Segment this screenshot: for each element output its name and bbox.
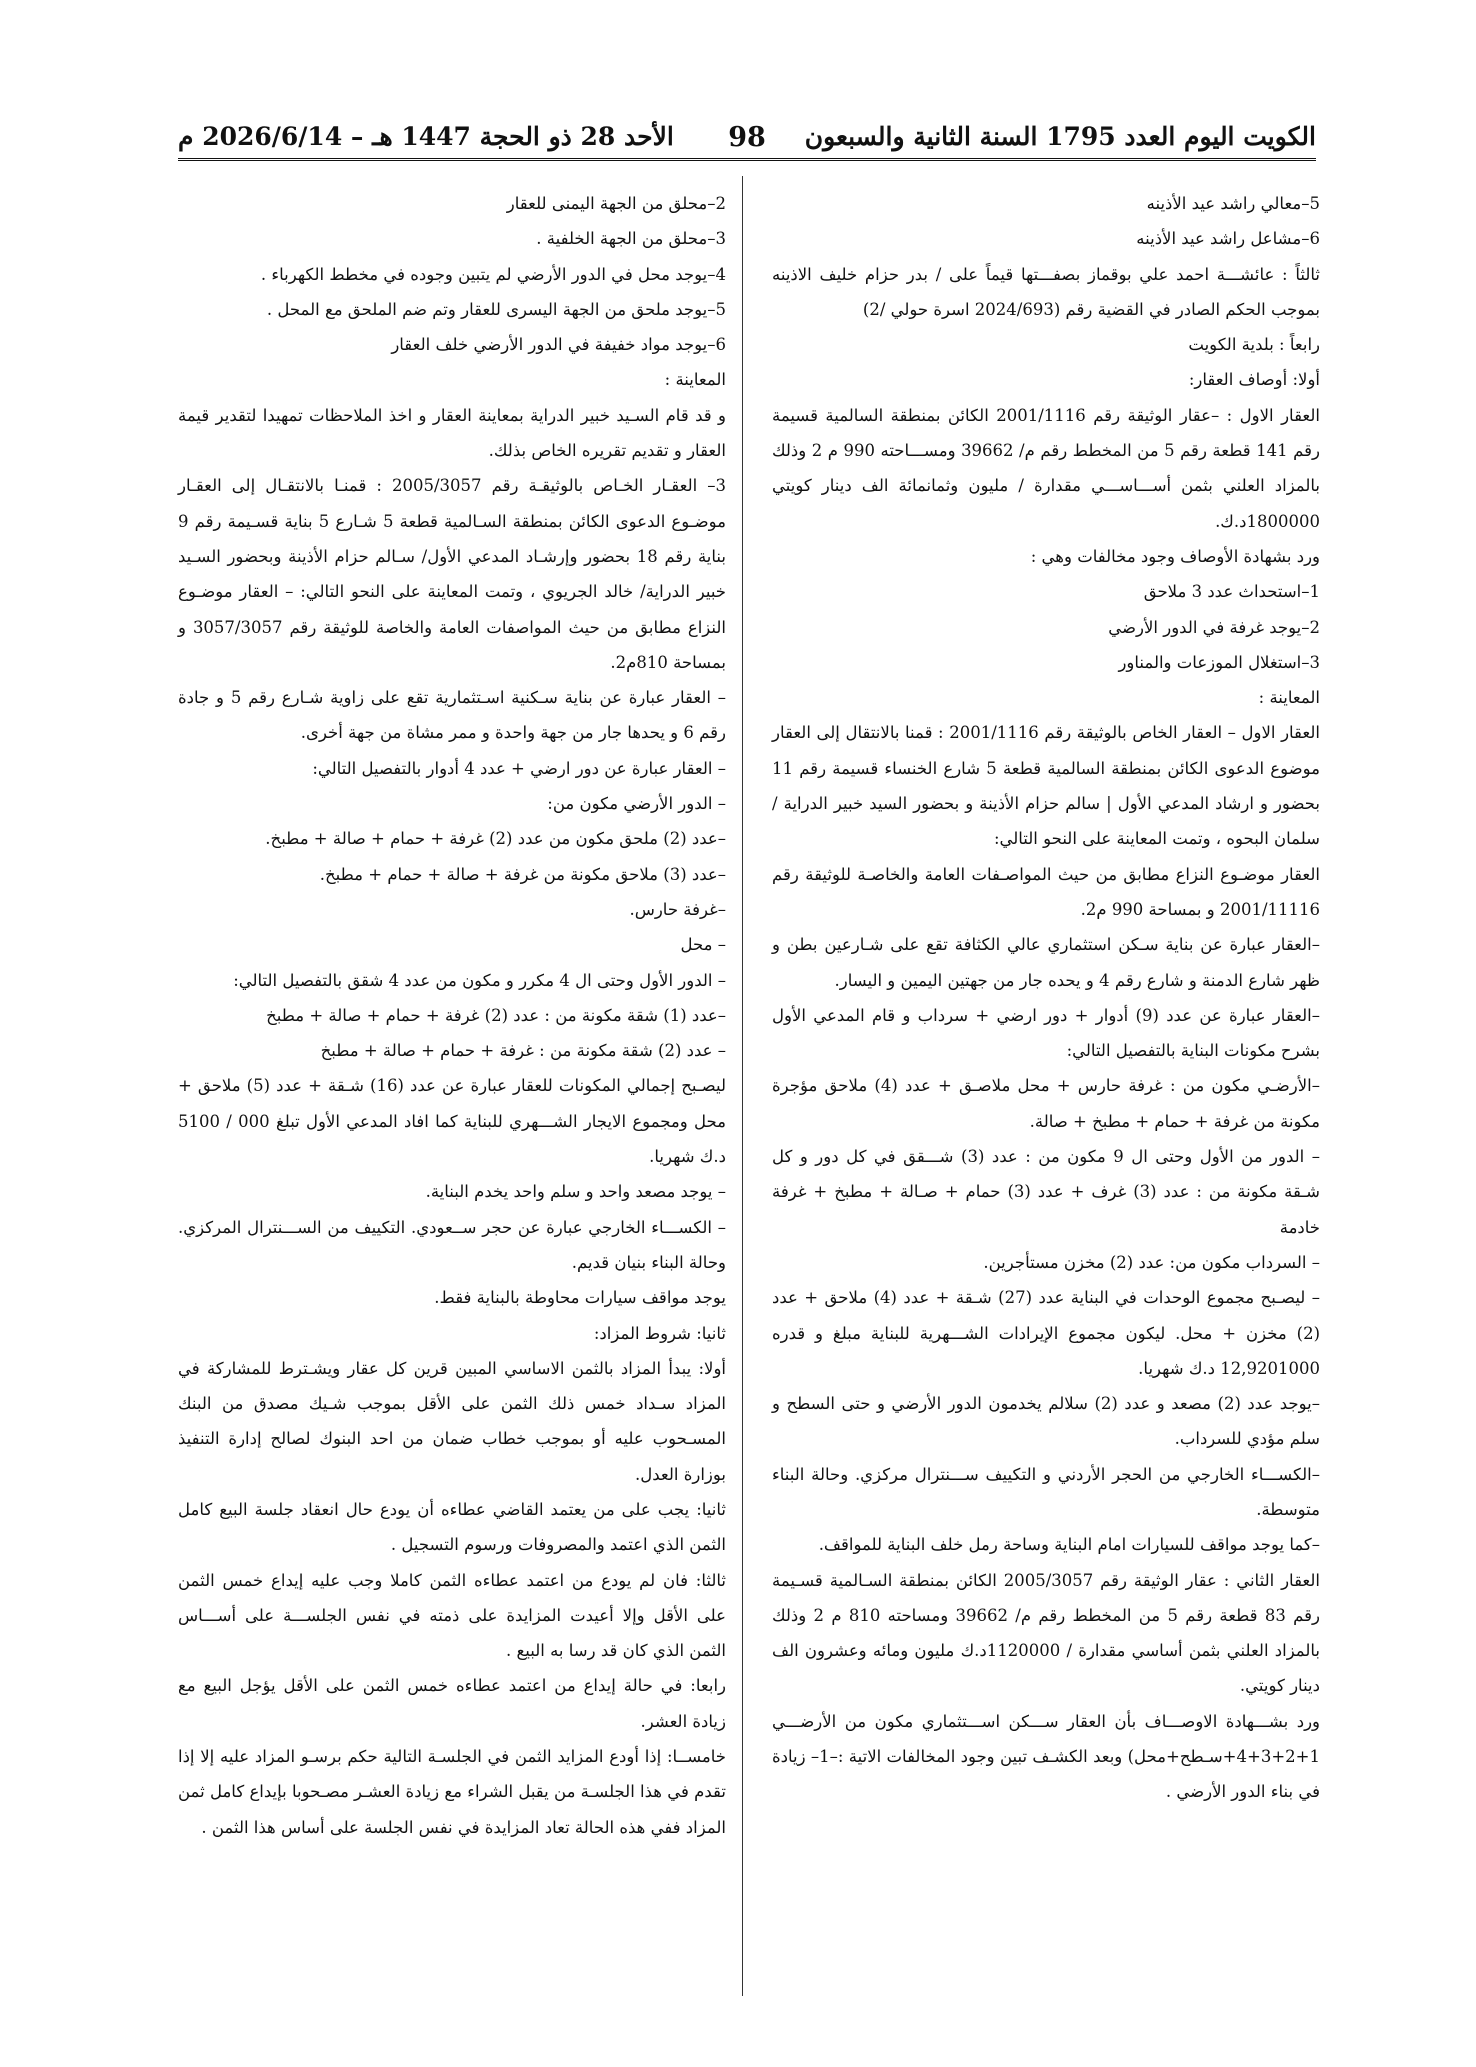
paragraph: ثانيا: يجب على من يعتمد القاضي عطاءه أن يودع حال انعقاد جلسة البيع كامل الثمن الذي اعتمد والمصروفات ورسوم التسجيل . xyxy=(178,1499,726,1555)
paragraph: العقار الثاني : عقار الوثيقة رقم 2005/3057 الكائن بمنطقة السـالمية قسـيمة رقم 83 قطعة رقم 5 من المخطط رقم م/ 39662 ومساحته 810 م 2 وذلك بالمزاد العلني بثمن أساسي مقدارة / 1120000د.ك مليون ومائه وعشرون الف دينار كويتي. xyxy=(772,1570,1320,1696)
gazette-issue-title: الكويت اليوم العدد 1795 السنة الثانية والسبعون xyxy=(804,122,1316,151)
paragraph: 6–مشاعل راشد عيد الأذينه xyxy=(1136,229,1320,249)
paragraph: 3–استغلال الموزعات والمناور xyxy=(1118,652,1320,672)
paragraph: و قد قام السـيد خبير الدراية بمعاينة العقار و اخذ الملاحظات تمهيدا لتقدير قيمة العقار و تقديم تقريره الخاص بذلك. xyxy=(178,405,726,461)
paragraph: ثالثا: فان لم يودع من اعتمد عطاءه الثمن كاملا وجب عليه إيداع خمس الثمن على الأقل وإلا أعيدت المزايدة على ذمته في نفس الجلســـة على أســـاس الثمن الذي كان قد رسا به البيع . xyxy=(178,1570,726,1661)
paragraph: 2–محلق من الجهة اليمنى للعقار xyxy=(506,194,726,213)
paragraph: أولا: يبدأ المزاد بالثمن الاساسي المبين قرين كل عقار ويشـترط للمشاركة في المزاد سـداد خمس ذلك الثمن على الأقل بموجب شـيك مصدق من البنك المسـحوب عليه أو بموجب خطاب ضمان من احد البنوك لصالح إدارة التنفيذ بوزارة العدل. xyxy=(178,1358,726,1484)
paragraph: – الدور الأول وحتى ال 4 مكرر و مكون من عدد 4 شقق بالتفصيل التالي: xyxy=(233,970,726,990)
page-number: 98 xyxy=(728,122,766,153)
paragraph: –الكســـاء الخارجي من الحجر الأردني و التكييف ســـنترال مركزي. وحالة البناء متوسطة. xyxy=(772,1464,1320,1519)
paragraph: – ليصـبح مجموع الوحدات في البناية عدد (27) شـقة + عدد (4) ملاحق + عدد (2) مخزن + محل. ليكون مجموع الإيرادات الشـــهرية للبناية مبلغ و قدره 12,9201000 د.ك شهريا. xyxy=(772,1288,1321,1378)
issue-date: الأحد 28 ذو الحجة 1447 هـ – 2026/6/14 م xyxy=(178,122,674,151)
paragraph: –يوجد عدد (2) مصعد و عدد (2) سلالم يخدمون الدور الأرضي و حتى السطح و سلم مؤدي للسرداب. xyxy=(772,1394,1320,1449)
paragraph: 1–استحداث عدد 3 ملاحق xyxy=(1143,582,1320,602)
paragraph: 5–معالي راشد عيد الأذينه xyxy=(1146,194,1320,213)
paragraph: رابعاً : بلدية الكويت xyxy=(1188,335,1320,355)
page-header xyxy=(178,118,1316,161)
paragraph: – العقار عبارة عن بناية سـكنية اسـتثمارية تقع على زاوية شـارع رقم 5 و جادة رقم 6 و يحدها جار من جهة واحدة و ممر مشاة من جهة أخرى. xyxy=(178,688,726,743)
paragraph: يوجد مواقف سيارات محاوطة بالبناية فقط. xyxy=(434,1288,726,1308)
paragraph: ليصـبح إجمالي المكونات للعقار عبارة عن عدد (16) شـقة + عدد (5) ملاحق + محل ومجموع الايجار الشـــهري للبناية كما افاد المدعي الأول تبلغ 000 / 5100 د.ك شهريا. xyxy=(178,1076,726,1167)
paragraph: أولا: أوصاف العقار: xyxy=(1188,370,1320,390)
paragraph: – السرداب مكون من: عدد (2) مخزن مستأجرين. xyxy=(983,1252,1320,1272)
paragraph: 6–يوجد مواد خفيفة في الدور الأرضي خلف العقار xyxy=(391,335,726,355)
paragraph: ورد بشـــهادة الاوصـــاف بأن العقار ســـكن اســـتثماري مكون من الأرضـــي 1+2+3+4+سـطح+محل) وبعد الكشـف تبين وجود المخالفات الاتية :–1– زيادة في بناء الدور الأرضي . xyxy=(772,1711,1321,1802)
paragraph: خامســا: إذا أودع المزايد الثمن في الجلسـة التالية حكم برسـو المزاد عليه إلا إذا تقدم في هذا الجلسـة من يقبل الشراء مع زيادة العشـر مصـحوبا بإيداع كامل ثمن المزاد ففي هذه الحالة تعاد المزايدة في نفس الجلسة على أساس هذا الثمن . xyxy=(178,1747,726,1837)
column-divider xyxy=(742,176,743,1996)
paragraph: ثانيا: شروط المزاد: xyxy=(593,1323,726,1343)
paragraph: –عدد (3) ملاحق مكونة من غرفة + صالة + حمام + مطبخ. xyxy=(319,864,726,884)
paragraph: –العقار عبارة عن بناية سـكن استثماري عالي الكثافة تقع على شـارعين بطن و ظهر شارع الدمنة و شارع رقم 4 و يحده جار من جهتين اليمين و اليسار. xyxy=(772,935,1320,990)
paragraph: –عدد (1) شقة مكونة من : عدد (2) غرفة + حمام + صالة + مطبخ xyxy=(266,1005,726,1025)
paragraph: – الدور الأرضي مكون من: xyxy=(547,794,726,814)
paragraph: –كما يوجد مواقف للسيارات امام البناية وساحة رمل خلف البناية للمواقف. xyxy=(818,1535,1320,1555)
right-column xyxy=(772,186,1320,1810)
paragraph: 2–يوجد غرفة في الدور الأرضي xyxy=(1108,617,1320,637)
paragraph: –غرفة حارس. xyxy=(629,899,726,919)
paragraph: ورد بشهادة الأوصاف وجود مخالفات وهي : xyxy=(1030,546,1320,566)
paragraph: 3– العقـار الخـاص بالوثيقـة رقم 2005/3057 : قمنـا بالانتقـال إلى العقـار موضـوع الدعوى الكائن بمنطقة السـالمية قطعة 5 شـارع 5 بناية قسـيمة رقم 9 بناية رقم 18 بحضور وإرشـاد المدعي الأول/ سـالم حزام الأذينة وبحضور السـيد خبير الدراية/ خالد الجريوي ، وتمت المعاينة على النحو التالي: – العقار موضـوع النزاع مطابق من حيث المواصفات العامة والخاصة للوثيقة رقم 3057/3057 و بمساحة 810م2. xyxy=(178,476,726,672)
paragraph: رابعا: في حالة إيداع من اعتمد عطاءه خمس الثمن على الأقل يؤجل البيع مع زيادة العشر. xyxy=(178,1676,726,1731)
paragraph: –العقار عبارة عن عدد (9) أدوار + دور ارضي + سرداب و قام المدعي الأول بشرح مكونات البناية بالتفصيل التالي: xyxy=(772,1005,1320,1061)
paragraph: – الكســـاء الخارجي عبارة عن حجر ســعودي. التكييف من الســـنترال المركزي. وحالة البناء بنيان قديم. xyxy=(178,1217,726,1272)
paragraph: – محل xyxy=(680,935,726,955)
paragraph: – العقار عبارة عن دور ارضي + عدد 4 أدوار بالتفصيل التالي: xyxy=(312,758,726,778)
paragraph: 3–محلق من الجهة الخلفية . xyxy=(536,229,726,249)
paragraph: – يوجد مصعد واحد و سلم واحد يخدم البناية. xyxy=(425,1182,726,1202)
paragraph: المعاينة : xyxy=(1258,688,1320,708)
paragraph: العقار الاول : –عقار الوثيقة رقم 2001/1116 الكائن بمنطقة السالمية قسيمة رقم 141 قطعة رقم 5 من المخطط رقم م/ 39662 ومســـاحته 990 م 2 وذلك بالمزاد العلني بثمن أســـاســـي مقدارة / مليون وثمانمائة الف دينار كويتي 1800000د.ك. xyxy=(772,405,1320,531)
paragraph: –عدد (2) ملحق مكون من عدد (2) غرفة + حمام + صالة + مطبخ. xyxy=(265,829,726,849)
paragraph: 4–يوجد محل في الدور الأرضي لم يتبين وجوده في مخطط الكهرباء . xyxy=(260,264,726,284)
paragraph: – الدور من الأول وحتى ال 9 مكون من : عدد (3) شـــقق في كل دور و كل شـقة مكونة من : عدد (3) غرف + عدد (3) حمام + صـالة + مطبخ + غرفة خادمة xyxy=(772,1147,1321,1237)
paragraph: –الأرضـي مكون من : غرفة حارس + محل ملاصـق + عدد (4) ملاحق مؤجرة مكونة من غرفة + حمام + مطبخ + صالة. xyxy=(772,1076,1320,1131)
paragraph: المعاينة : xyxy=(664,370,726,390)
paragraph: العقار موضـوع النزاع مطابق من حيث المواصـفات العامة والخاصـة للوثيقة رقم 2001/11116 و بمساحة 990 م2. xyxy=(772,864,1320,919)
paragraph: – عدد (2) شقة مكونة من : غرفة + حمام + صالة + مطبخ xyxy=(320,1041,726,1061)
paragraph: ثالثاً : عائشـــة احمد علي بوقماز بصفـــتها قيماً على / بدر حزام خليف الاذينه بموجب الحكم الصادر في القضية رقم (2024/693 اسرة حولي /2) xyxy=(772,264,1320,319)
paragraph: العقار الاول – العقار الخاص بالوثيقة رقم 2001/1116 : قمنا بالانتقال إلى العقار موضوع الدعوى الكائن بمنطقة السالمية قطعة 5 شارع الخنساء قسيمة رقم 11 بحضور و ارشاد المدعي الأول | سالم حزام الأذينة و بحضور السيد خبير الدراية /سلمان البحوه ، وتمت المعاينة على النحو التالي: xyxy=(772,723,1320,849)
paragraph: 5–يوجد ملحق من الجهة اليسرى للعقار وتم ضم الملحق مع المحل . xyxy=(266,299,726,319)
left-column xyxy=(178,186,726,1845)
